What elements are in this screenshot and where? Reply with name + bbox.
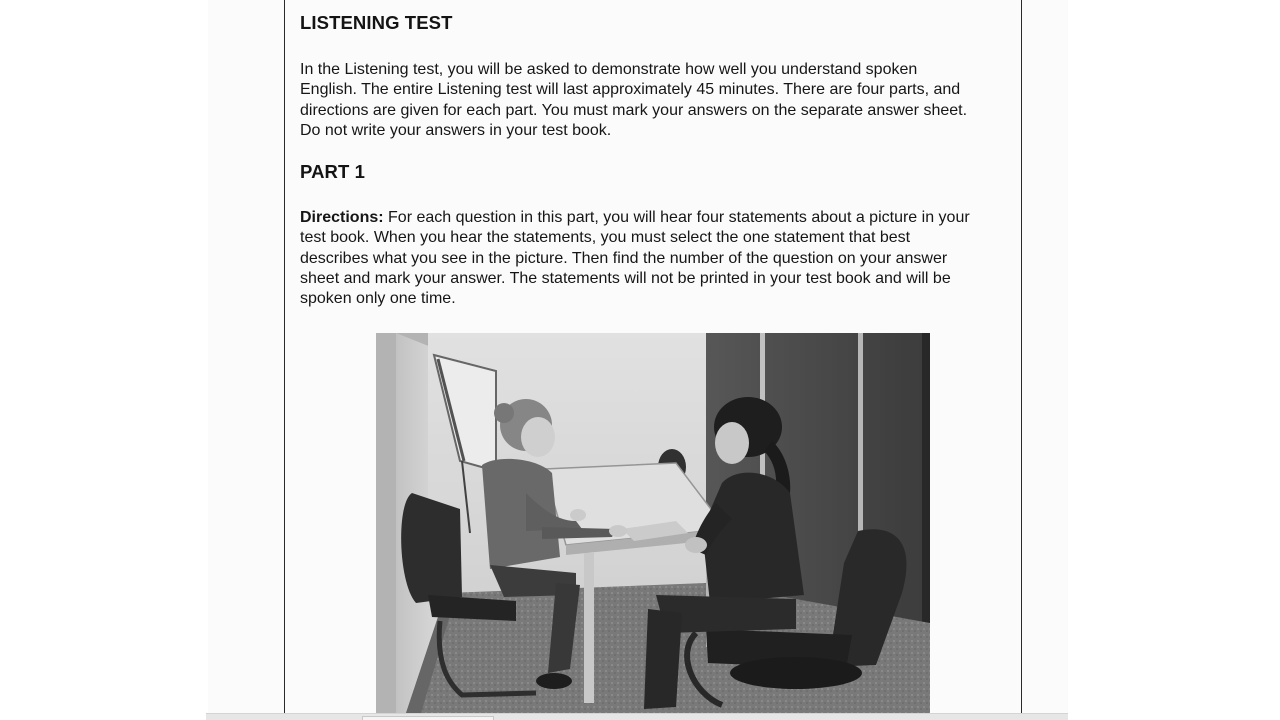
photo-illustration: [376, 333, 930, 713]
directions-text: For each question in this part, you will hear four statements about a picture in your test book. When you hear the statements, you must select the one statement that best describes what you see in the picture. Then find the number of the question on your answer sheet and mark your answer. The statements will not be printed in your test book and will be spoken only one time.: [300, 209, 970, 308]
page-title: LISTENING TEST: [300, 12, 453, 33]
part-heading: PART 1: [300, 161, 366, 182]
directions-label: Directions:: [300, 209, 384, 226]
intro-paragraph: In the Listening test, you will be asked to demonstrate how well you understand spoken English. The entire Listening test will last approximately 45 minutes. There are four parts, and directions are given for each part. You must mark your answers on the separate answer sheet. Do not write your answers in your test book.: [300, 61, 968, 139]
directions-paragraph: [300, 208, 1000, 309]
viewer-bottom-bar: [206, 713, 1068, 720]
test-picture: [376, 333, 930, 713]
viewer-bottom-tab[interactable]: [362, 716, 494, 720]
